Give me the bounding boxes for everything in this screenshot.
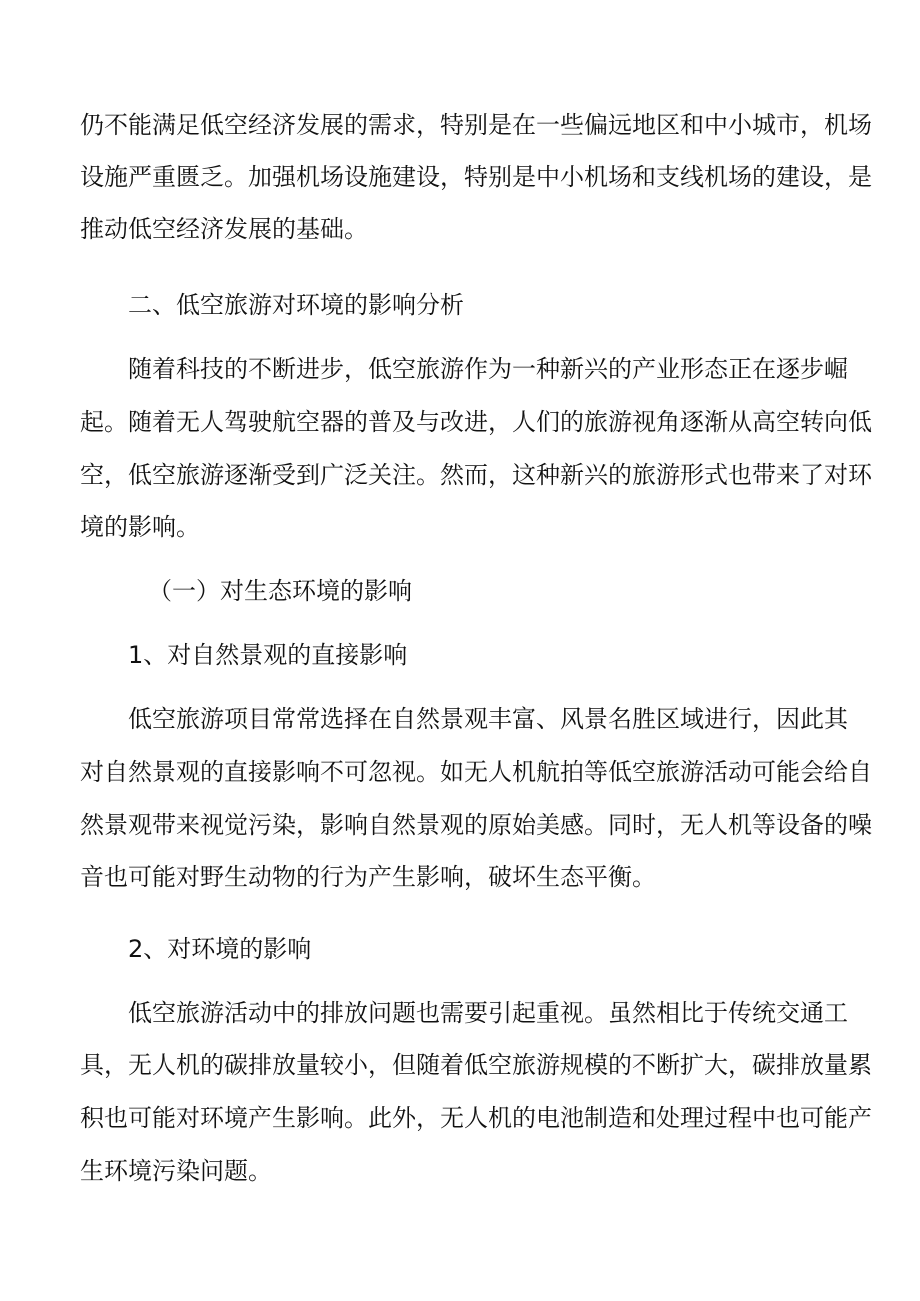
paragraph-line: 低空旅游项目常常选择在自然景观丰富、风景名胜区域进行，因此其 bbox=[128, 705, 848, 733]
paragraph-line: 生环境污染问题。 bbox=[80, 1157, 272, 1185]
item-heading: 2、对环境的影响 bbox=[128, 935, 312, 963]
paragraph-line: 仍不能满足低空经济发展的需求，特别是在一些偏远地区和中小城市，机场 bbox=[80, 111, 872, 139]
paragraph-line: 具，无人机的碳排放量较小，但随着低空旅游规模的不断扩大，碳排放量累 bbox=[80, 1051, 872, 1079]
section-heading: 二、低空旅游对环境的影响分析 bbox=[128, 291, 464, 319]
paragraph-line: 随着科技的不断进步，低空旅游作为一种新兴的产业形态正在逐步崛 bbox=[128, 355, 848, 383]
item-heading: 1、对自然景观的直接影响 bbox=[128, 641, 408, 669]
paragraph-line: 对自然景观的直接影响不可忽视。如无人机航拍等低空旅游活动可能会给自 bbox=[80, 758, 872, 786]
paragraph-line: 积也可能对环境产生影响。此外，无人机的电池制造和处理过程中也可能产 bbox=[80, 1104, 872, 1132]
paragraph-line: 空，低空旅游逐渐受到广泛关注。然而，这种新兴的旅游形式也带来了对环 bbox=[80, 461, 872, 489]
paragraph-line: 低空旅游活动中的排放问题也需要引起重视。虽然相比于传统交通工 bbox=[128, 999, 848, 1027]
paragraph-line: 起。随着无人驾驶航空器的普及与改进，人们的旅游视角逐渐从高空转向低 bbox=[80, 408, 872, 436]
paragraph-line: 设施严重匮乏。加强机场设施建设，特别是中小机场和支线机场的建设，是 bbox=[80, 163, 872, 191]
paragraph-line: 推动低空经济发展的基础。 bbox=[80, 215, 368, 243]
paragraph-line: 境的影响。 bbox=[80, 513, 200, 541]
paragraph-line: 音也可能对野生动物的行为产生影响，破坏生态平衡。 bbox=[80, 863, 656, 891]
paragraph-line: 然景观带来视觉污染，影响自然景观的原始美感。同时，无人机等设备的噪 bbox=[80, 811, 872, 839]
subsection-heading: （一）对生态环境的影响 bbox=[148, 577, 412, 605]
